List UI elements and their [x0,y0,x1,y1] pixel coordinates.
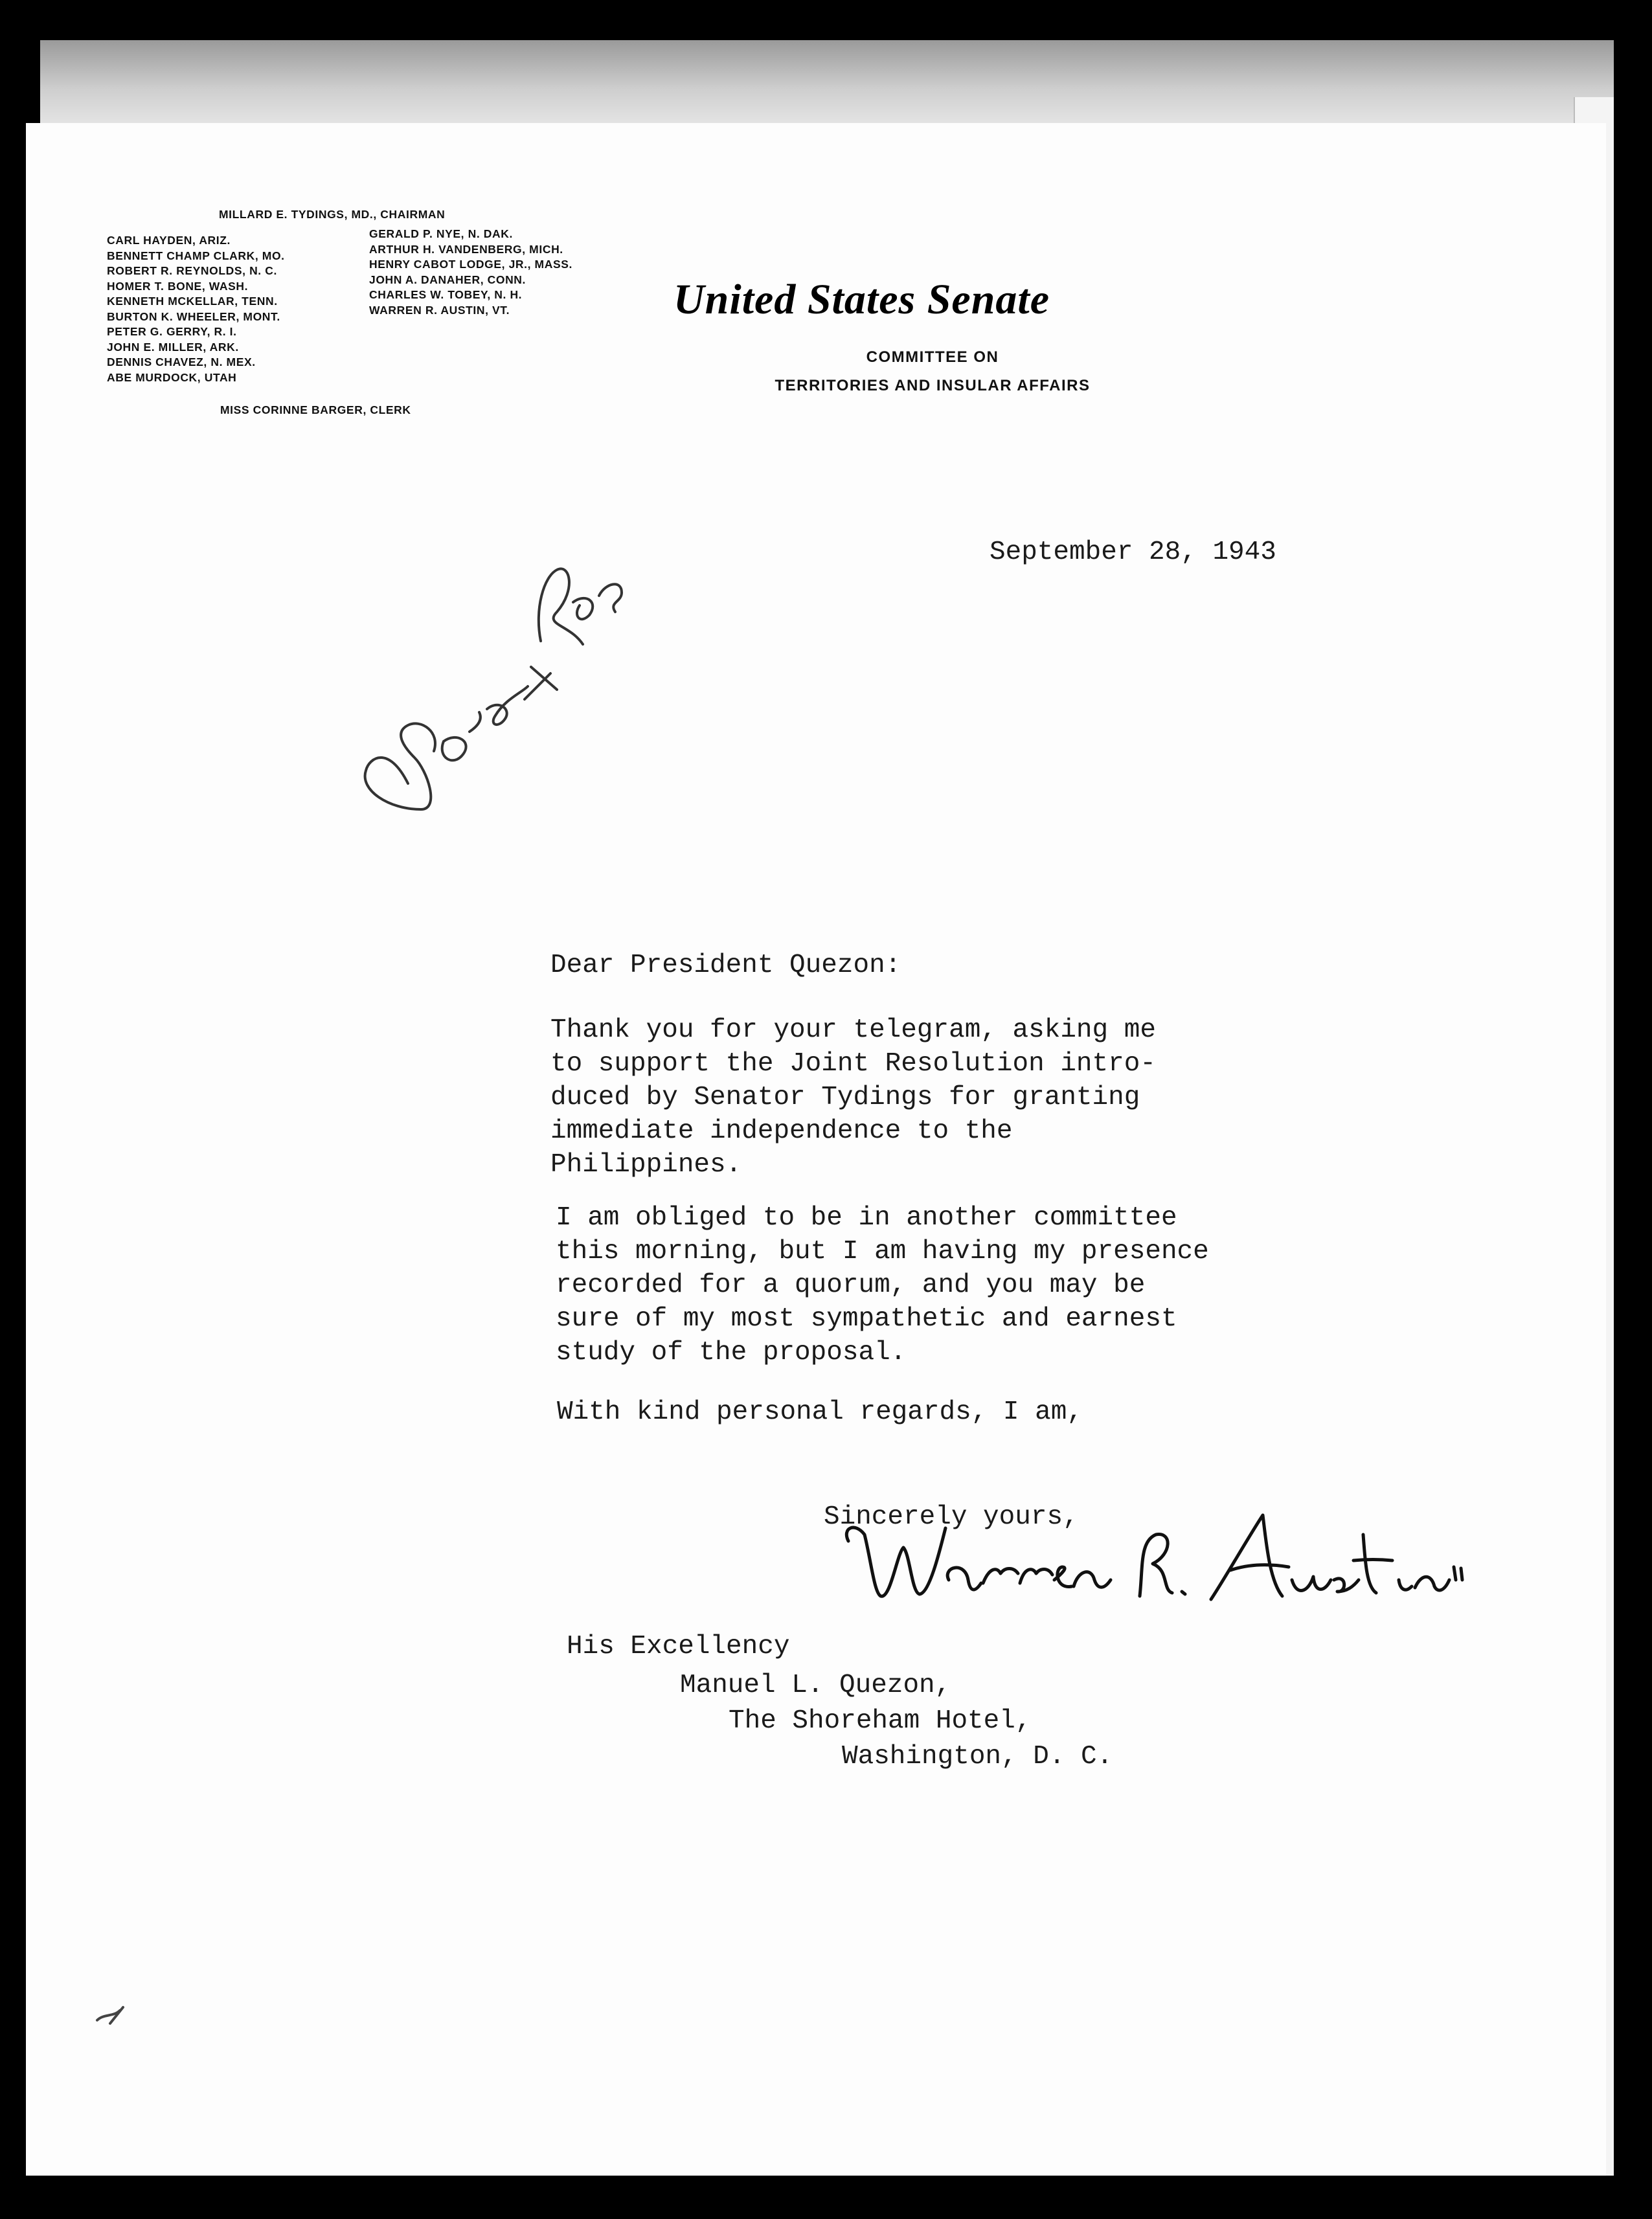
roster-left [107,233,285,385]
scan-shadow [40,40,1614,131]
handwritten-signature [835,1483,1483,1625]
roster-member: HENRY CABOT LODGE, JR., MASS. [369,258,572,271]
body-line: this morning, but I am having my presence [556,1237,1209,1267]
roster-member: ROBERT R. REYNOLDS, N. C. [107,264,277,277]
scan-speck [91,1994,142,2033]
body-line: Thank you for your telegram, asking me [550,1015,1156,1045]
handwritten-annotation [350,486,686,848]
paragraph-1 [550,1015,1156,1184]
body-line: recorded for a quorum, and you may be [556,1270,1146,1300]
roster-member: ABE MURDOCK, UTAH [107,370,237,384]
address-line-4: Washington, D. C. [842,1742,1113,1772]
address-line-1: His Excellency [567,1632,790,1661]
roster-member: KENNETH MCKELLAR, TENN. [107,295,278,308]
body-line: immediate independence to the [550,1116,1013,1146]
roster-member: PETER G. GERRY, R. I. [107,325,237,338]
roster-member: BENNETT CHAMP CLARK, MO. [107,249,285,262]
clerk-line: MISS CORINNE BARGER, CLERK [220,403,411,416]
committee-on: COMMITTEE ON [866,348,999,366]
roster-member: GERALD P. NYE, N. DAK. [369,227,513,240]
letter-page [26,123,1606,2176]
roster-member: HOMER T. BONE, WASH. [107,279,249,293]
closing-line: Sincerely yours, [824,1502,1079,1532]
senate-title: United States Senate [673,276,1050,323]
chairman-line: MILLARD E. TYDINGS, MD., CHAIRMAN [219,208,446,221]
letter-date: September 28, 1943 [990,537,1276,567]
salutation: Dear President Quezon: [550,951,901,980]
body-line: duced by Senator Tydings for granting [550,1083,1140,1112]
roster-member: JOHN A. DANAHER, CONN. [369,273,526,286]
body-line: study of the proposal. [556,1338,907,1368]
roster-member: CARL HAYDEN, ARIZ. [107,234,231,247]
roster-member: WARREN R. AUSTIN, VT. [369,303,510,317]
paragraph-2 [556,1203,1209,1371]
committee-name: TERRITORIES AND INSULAR AFFAIRS [775,377,1091,394]
body-line: I am obliged to be in another committee [556,1203,1177,1233]
roster-member: ARTHUR H. VANDENBERG, MICH. [369,242,563,256]
address-line-2: Manuel L. Quezon, [680,1671,951,1700]
roster-member: JOHN E. MILLER, ARK. [107,340,239,354]
body-line: to support the Joint Resolution intro- [550,1049,1156,1079]
roster-right [369,227,572,318]
body-line: sure of my most sympathetic and earnest [556,1304,1177,1334]
roster-member: DENNIS CHAVEZ, N. MEX. [107,355,256,368]
roster-member: CHARLES W. TOBEY, N. H. [369,288,523,301]
regards-line: With kind personal regards, I am, [557,1397,1083,1427]
roster-member: BURTON K. WHEELER, MONT. [107,310,280,323]
address-line-3: The Shoreham Hotel, [729,1706,1032,1736]
body-line: Philippines. [550,1150,742,1180]
